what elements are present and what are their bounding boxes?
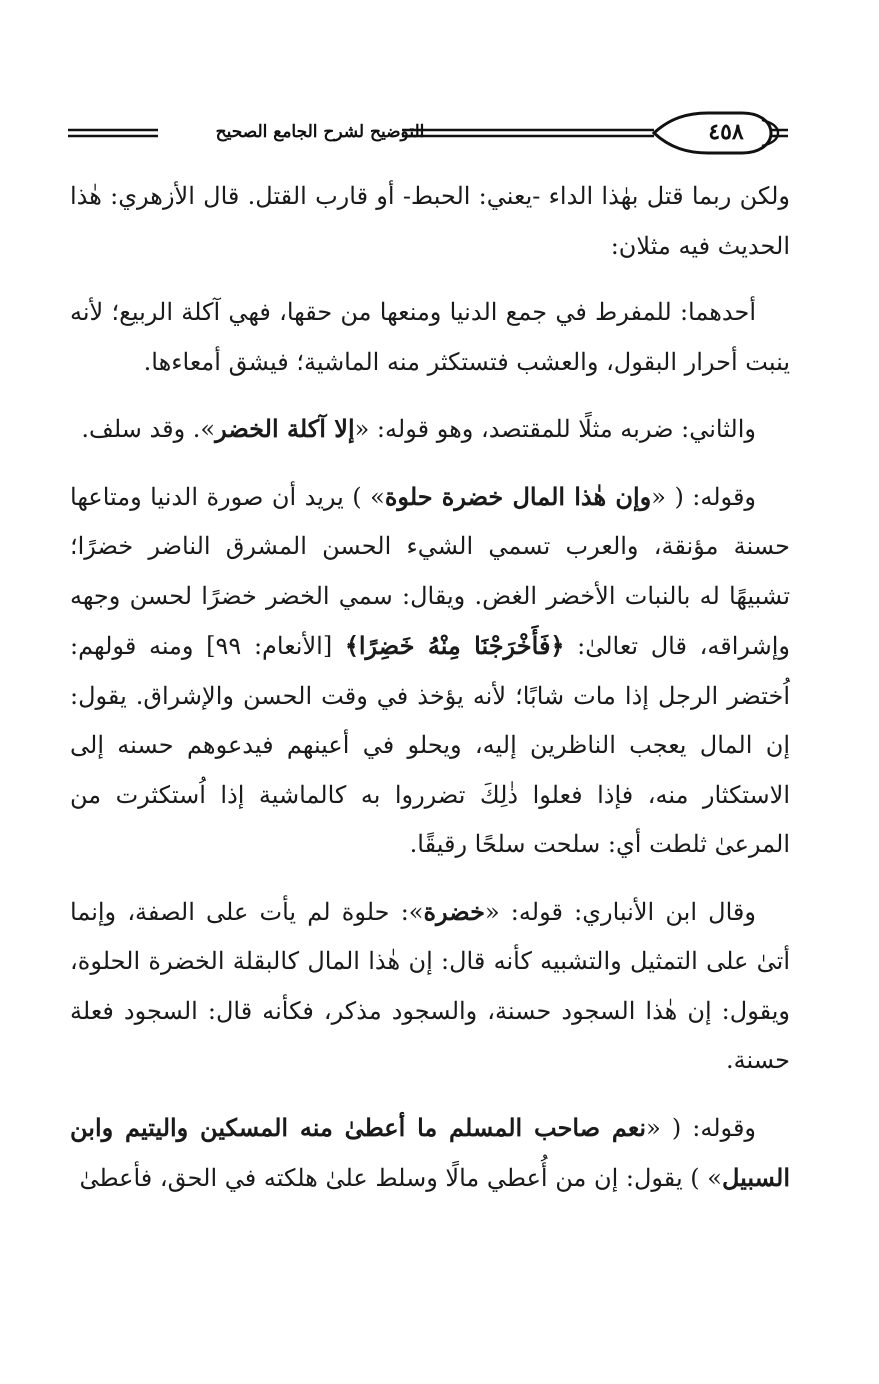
- paragraph-3: [70, 404, 790, 455]
- paragraph-6-lead: وقوله: ( «: [646, 1113, 756, 1142]
- hadith-quote: خضرة: [423, 896, 485, 926]
- hadith-quote: نعم صاحب المسلم ما أعطىٰ منه المسكين واليتيم وابن السبيل: [70, 1112, 790, 1192]
- paragraph-5-tail: »: حلوة لم يأت على الصفة، وإنما أتىٰ على التمثيل والتشبيه كأنه قال: إن هٰذا المال كالبقلة الخضرة الحلوة، ويقول: إن هٰذا السجود حسنة، والسجود مذكر، فكأنه قال: السجود فعلة حسنة.: [70, 897, 790, 1074]
- quran-verse: ﴿فَأَخْرَجْنَا مِنْهُ خَضِرًا﴾: [344, 631, 565, 660]
- paragraph-4-lead: وقوله: ( «: [651, 482, 757, 511]
- paragraph-1-text: ولكن ربما قتل بهٰذا الداء -يعني: الحبط- أو قارب القتل. قال الأزهري: هٰذا الحديث فيه مثلان:: [70, 182, 790, 260]
- hadith-quote: إلا آكلة الخضر: [215, 414, 355, 443]
- running-header: [66, 108, 790, 156]
- main-text: [70, 172, 790, 1221]
- paragraph-2: [70, 288, 790, 387]
- running-title: التوضيح لشرح الجامع الصحيح: [215, 122, 425, 142]
- hadith-quote: وإن هٰذا المال خضرة حلوة: [384, 481, 652, 511]
- paragraph-2-text: أحدهما: للمفرط في جمع الدنيا ومنعها من حقها، فهي آكلة الربيع؛ لأنه ينبت أحرار البقول، والعشب فتستكثر منه الماشية؛ فيشق أمعاءها.: [70, 298, 790, 376]
- paragraph-3-tail: ». وقد سلف.: [81, 415, 216, 443]
- paragraph-6-tail: » ) يقول: إن من أُعطي مالًا وسلط علىٰ هلكته في الحق، فأعطىٰ: [79, 1164, 722, 1192]
- paragraph-4-mid: » ) يريد أن صورة الدنيا ومتاعها حسنة مؤنقة، والعرب تسمي الشيء الحسن المشرق الناضر خضرًا؛ تشبيهًا له بالنبات الأخضر الغض. ويقال: سمي الخضر خضرًا لحسن وجهه وإشراقه، قال تعالىٰ:: [70, 482, 790, 660]
- paragraph-1: [70, 172, 790, 271]
- paragraph-5: [70, 887, 790, 1086]
- paragraph-6: [70, 1103, 790, 1204]
- paragraph-5-lead: وقال ابن الأنباري: قوله: «: [484, 897, 756, 926]
- paragraph-4: [70, 472, 790, 870]
- page-number: ٤٥٨: [708, 119, 744, 145]
- paragraph-3-lead: والثاني: ضربه مثلًا للمقتصد، وهو قوله: «: [354, 415, 756, 443]
- paragraph-4-tail: [الأنعام: ٩٩] ومنه قولهم: اُختضر الرجل إذا مات شابًا؛ لأنه يؤخذ في وقت الحسن والإشراق. يقول: إن المال يعجب الناظرين إليه، ويحلو في أعينهم فيدعوهم حسنه إلى الاستكثار منه، فإذا فعلوا ذٰلِكَ تضرروا به كالماشية إذا اُستكثرت من المرعىٰ ثلطت أي: سلحت سلحًا رقيقًا.: [70, 632, 790, 858]
